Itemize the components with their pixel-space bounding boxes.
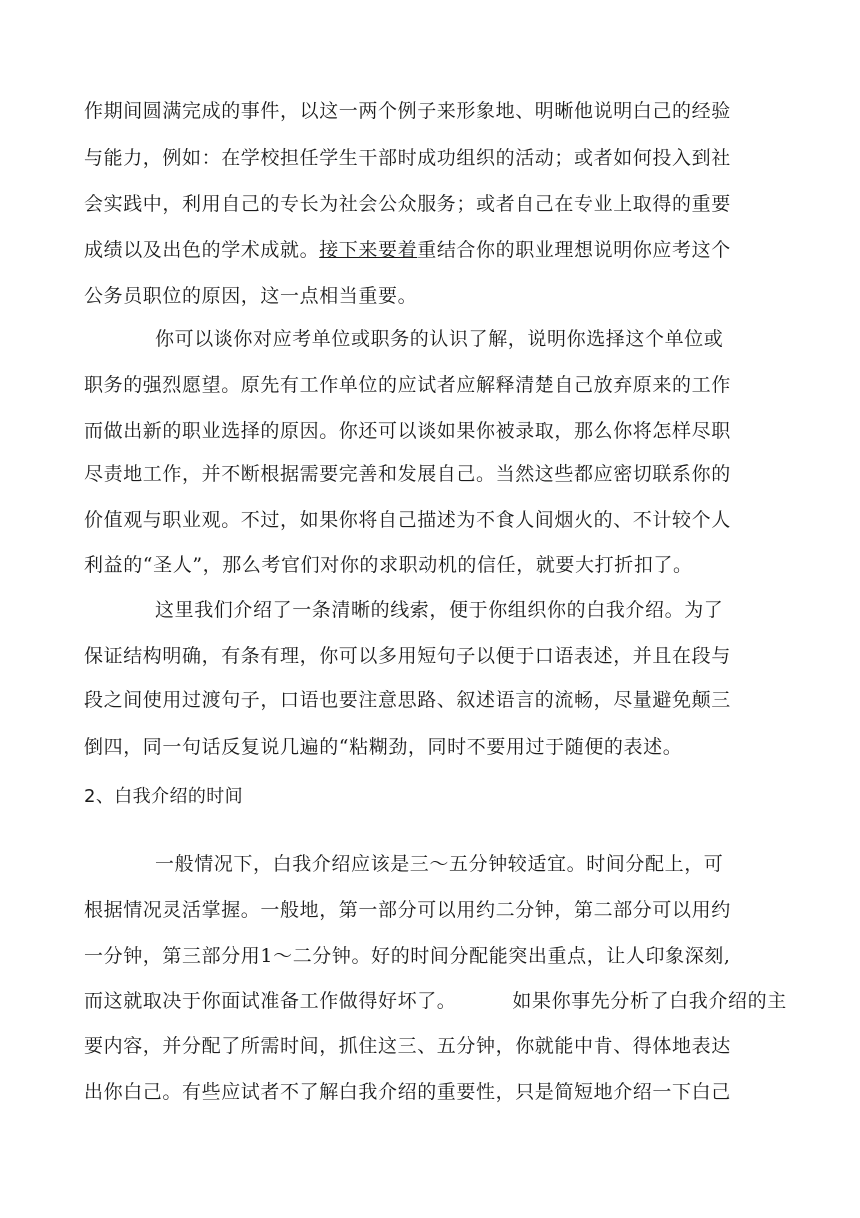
paragraph-line: 会实践中，利用自己的专长为社会公众服务；或者自己在专业上取得的重要 (84, 193, 731, 215)
paragraph-line: 要内容，并分配了所需时间，抓住这三、五分钟，你就能中肯、得体地表达 (84, 1035, 731, 1057)
paragraph-line: 而做出新的职业选择的原因。你还可以谈如果你被录取，那么你将怎样尽职 (84, 420, 731, 442)
line-segment: 而这就取决于你面试准备工作做得好坏了。 (84, 990, 457, 1012)
paragraph-first-line: 一般情况下，白我介绍应该是三〜五分钟较适宜。时间分配上，可 (155, 853, 724, 875)
paragraph-line: 价值观与职业观。不过，如果你将自己描述为不食人间烟火的、不计较个人 (84, 509, 731, 531)
underlined-phrase: 接下来要着 (319, 239, 418, 261)
paragraph-line: 与能力，例如：在学校担任学生干部时成功组织的活动；或者如何投入到社 (84, 147, 731, 169)
paragraph-line: 作期间圆满完成的事件，以这一两个例子来形象地、明晰他说明白己的经验 (84, 100, 731, 122)
paragraph-line: 根据情况灵活掌握。一般地，第一部分可以用约二分钟，第二部分可以用约 (84, 899, 731, 921)
line-segment: 成绩以及出色的学术成就。 (84, 239, 320, 261)
section-heading: 2、白我介绍的时间 (84, 786, 244, 807)
paragraph-line: 利益的“圣人”，那么考官们对你的求职动机的信任，就要大打折扣了。 (84, 554, 693, 576)
paragraph-line: 一分钟，第三部分用1〜二分钟。好的时间分配能突出重点，让人印象深刻, (84, 945, 731, 967)
paragraph-line: 保证结构明确，有条有理，你可以多用短句子以便于口语表述，并且在段与 (84, 645, 731, 667)
line-segment: 如果你事先分析了白我介绍的主 (512, 990, 787, 1012)
paragraph-line: 职务的强烈愿望。原先有工作单位的应试者应解释清楚自己放弃原来的工作 (84, 374, 731, 396)
paragraph-line: 段之间使用过渡句子，口语也要注意思路、叙述语言的流畅，尽量避免颠三 (84, 689, 731, 711)
paragraph-line: 倒四，同一句话反复说几遍的“粘糊劲，同时不要用过于随便的表述。 (84, 736, 683, 758)
paragraph-line: 出你白己。有些应试者不了解白我介绍的重要性，只是简短地介绍一下白己 (84, 1081, 731, 1103)
paragraph-line (84, 989, 787, 1013)
paragraph-line (84, 238, 731, 262)
paragraph-line: 尽责地工作，并不断根据需要完善和发展自己。当然这些都应密切联系你的 (84, 463, 731, 485)
line-segment: 重结合你的职业理想说明你应考这个 (417, 239, 731, 261)
paragraph-first-line: 这里我们介绍了一条清晰的线索，便于你组织你的白我介绍。为了 (155, 599, 724, 621)
paragraph-line: 公务员职位的原因，这一点相当重要。 (84, 285, 418, 307)
paragraph-first-line: 你可以谈你对应考单位或职务的认识了解，说明你选择这个单位或 (155, 328, 724, 350)
